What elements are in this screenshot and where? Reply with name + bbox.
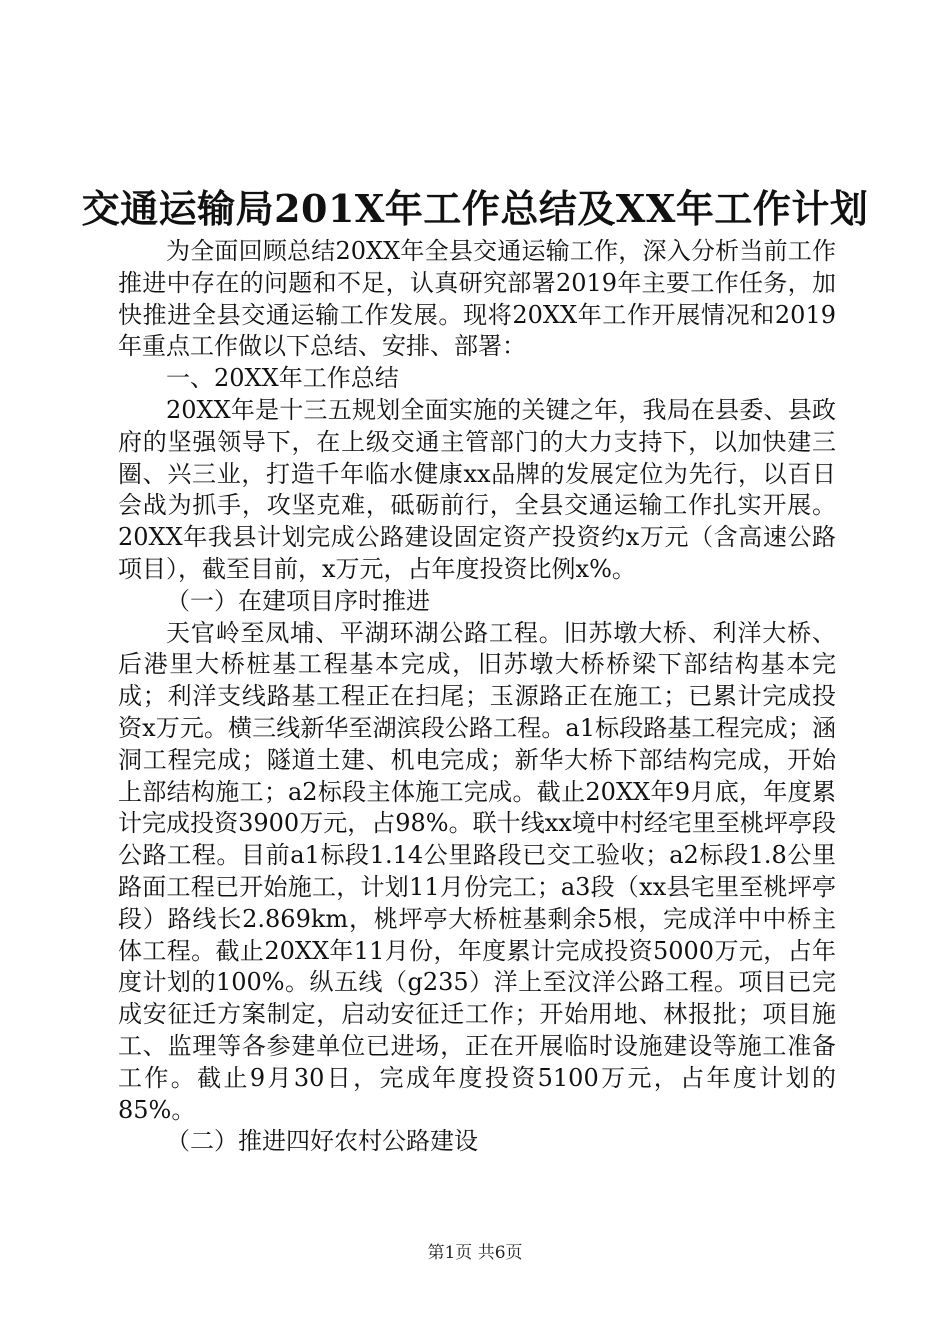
document-body	[118, 236, 836, 1158]
page-number-footer: 第1页 共6页	[427, 1243, 523, 1263]
document-title: 交通运输局201X年工作总结及XX年工作计划	[81, 186, 869, 231]
section-heading-summary: 一、20XX年工作总结	[166, 364, 399, 393]
subsection-heading-rural-roads: （二）推进四好农村公路建设	[166, 1127, 478, 1156]
intro-paragraph: 为全面回顾总结20XX年全县交通运输工作，深入分析当前工作推进中存在的问题和不足，认真研究部署2019年主要工作任务，加快推进全县交通运输工作发展。现将20XX年工作开展情况和2019年重点工作做以下总结、安排、部署：	[118, 237, 836, 361]
projects-paragraph: 天官岭至凤埔、平湖环湖公路工程。旧苏墩大桥、利洋大桥、后港里大桥桩基工程基本完成，旧苏墩大桥桥梁下部结构基本完成；利洋支线路基工程正在扫尾；玉源路正在施工；已累计完成投资x万元。横三线新华至湖滨段公路工程。a1标段路基工程完成；涵洞工程完成；隧道土建、机电完成；新华大桥下部结构完成，开始上部结构施工；a2标段主体施工完成。截止20XX年9月底，年度累计完成投资3900万元，占98%。联十线xx境中村经宅里至桃坪亭段公路工程。目前a1标段1.14公里路段已交工验收；a2标段1.8公里路面工程已开始施工，计划11月份完工；a3段（xx县宅里至桃坪亭段）路线长2.869km，桃坪亭大桥桩基剩余5根，完成洋中中桥主体工程。截止20XX年11月份，年度累计完成投资5000万元，占年度计划的100%。纵五线（g235）洋上至汶洋公路工程。项目已完成安征迁方案制定，启动安征迁工作；开始用地、林报批；项目施工、监理等各参建单位已进场，正在开展临时设施建设等施工准备工作。截止9月30日，完成年度投资5100万元，占年度计划的85%。	[118, 618, 836, 1124]
summary-paragraph: 20XX年是十三五规划全面实施的关键之年，我局在县委、县政府的坚强领导下，在上级交通主管部门的大力支持下，以加快建三圈、兴三业，打造千年临水健康xx品牌的发展定位为先行，以百日会战为抓手，攻坚克难，砥砺前行，全县交通运输工作扎实开展。20XX年我县计划完成公路建设固定资产投资约x万元（含高速公路项目），截至目前，x万元，占年度投资比例x%。	[118, 395, 836, 583]
subsection-heading-projects: （一）在建项目序时推进	[166, 586, 430, 615]
